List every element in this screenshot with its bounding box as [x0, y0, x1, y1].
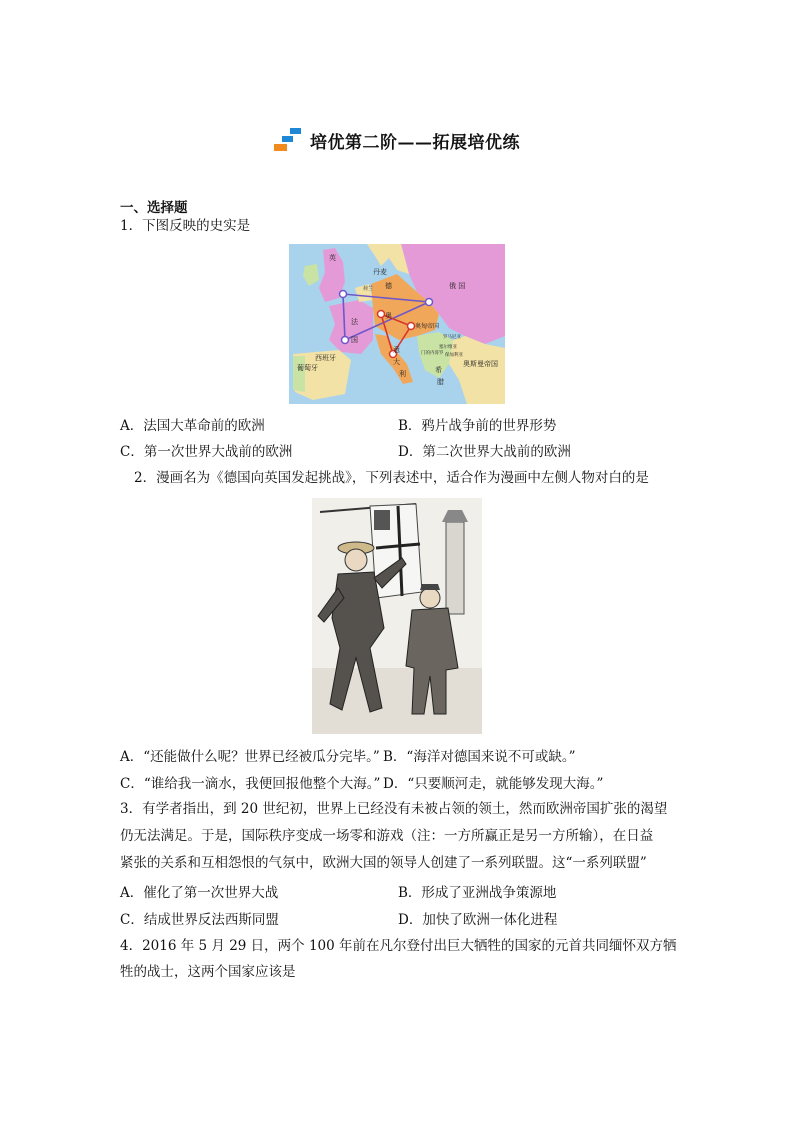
map-label-montenegro: 门的内哥罗	[421, 351, 444, 356]
q2-stem: 2．漫画名为《德国向英国发起挑战》，下列表述中，适合作为漫画中左侧人物对白的是	[134, 470, 649, 486]
logo-icon	[274, 128, 304, 152]
map-label-romania: 罗马尼亚	[443, 335, 461, 340]
q1-option-b[interactable]: B．鸦片战争前的世界形势	[398, 418, 557, 434]
section-title: 一、选择题	[120, 200, 188, 216]
map-label-portugal: 葡萄牙	[297, 364, 318, 372]
map-label-serbia: 塞尔维亚	[439, 345, 457, 350]
q3-line-2: 仍无法满足。于是，国际秩序变成一场零和游戏（注：一方所赢正是另一方所输），在日益	[120, 828, 654, 844]
map-label-greece-2: 腊	[437, 378, 444, 386]
cartoon-figure	[312, 498, 482, 734]
q2-option-d[interactable]: D．“只要顺河走，就能够发现大海。”	[383, 776, 604, 792]
map-label-italy-1: 意	[393, 346, 400, 354]
page-header	[0, 128, 794, 153]
map-label-austria-hungary: 奥匈帝国	[415, 323, 440, 330]
q4-line-2: 牲的战士，这两个国家应该是	[120, 964, 296, 980]
page-title: 培优第二阶——拓展培优练	[310, 133, 520, 153]
map-label-denmark: 丹麦	[373, 268, 387, 276]
map-label-austria: 奥	[385, 312, 392, 320]
map-label-germany: 德	[385, 282, 392, 290]
q1-option-c[interactable]: C．第一次世界大战前的欧洲	[120, 444, 293, 460]
q4-line-1: 4．2016 年 5 月 29 日，两个 100 年前在凡尔登付出巨大牺牲的国家的元首共同缅怀双方牺	[120, 938, 677, 954]
map-label-france-2: 国	[351, 336, 358, 344]
q2-option-b[interactable]: B．“海洋对德国来说不可或缺。”	[383, 749, 576, 765]
map-label-russia: 俄 国	[449, 282, 466, 290]
map-label-ottoman: 奥斯曼帝国	[463, 360, 498, 368]
q1-option-a[interactable]: A．法国大革命前的欧洲	[120, 418, 265, 434]
map-label-spain: 西班牙	[315, 354, 336, 362]
map-label-bulgaria: 保加利亚	[445, 353, 463, 358]
map-label-italy-3: 利	[399, 370, 406, 378]
map-label-france-1: 法	[351, 318, 358, 326]
map-label-netherlands: 荷兰	[363, 286, 374, 292]
q1-option-d[interactable]: D．第二次世界大战前的欧洲	[398, 444, 571, 460]
q3-line-1: 3．有学者指出，到 20 世纪初，世界上已经没有未被占领的领土，然而欧洲帝国扩张的渴望	[120, 801, 668, 817]
q2-option-a[interactable]: A．“还能做什么呢？世界已经被瓜分完毕。”	[120, 749, 380, 765]
map-label-britain: 英	[329, 254, 336, 262]
q1-stem: 1．下图反映的史实是	[120, 218, 251, 234]
q3-option-b[interactable]: B．形成了亚洲战争策源地	[398, 885, 557, 901]
map-label-italy-2: 大	[393, 358, 400, 366]
q3-option-c[interactable]: C．结成世界反法西斯同盟	[120, 912, 279, 928]
q3-option-d[interactable]: D．加快了欧洲一体化进程	[398, 912, 558, 928]
q3-option-a[interactable]: A．催化了第一次世界大战	[120, 885, 279, 901]
map-label-greece-1: 希	[435, 366, 442, 374]
europe-map-figure	[289, 244, 505, 404]
q3-line-3: 紧张的关系和互相怨恨的气氛中，欧洲大国的领导人创建了一系列联盟。这“一系列联盟”	[120, 855, 647, 871]
q2-option-c[interactable]: C．“谁给我一滴水，我便回报他整个大海。”	[120, 776, 381, 792]
